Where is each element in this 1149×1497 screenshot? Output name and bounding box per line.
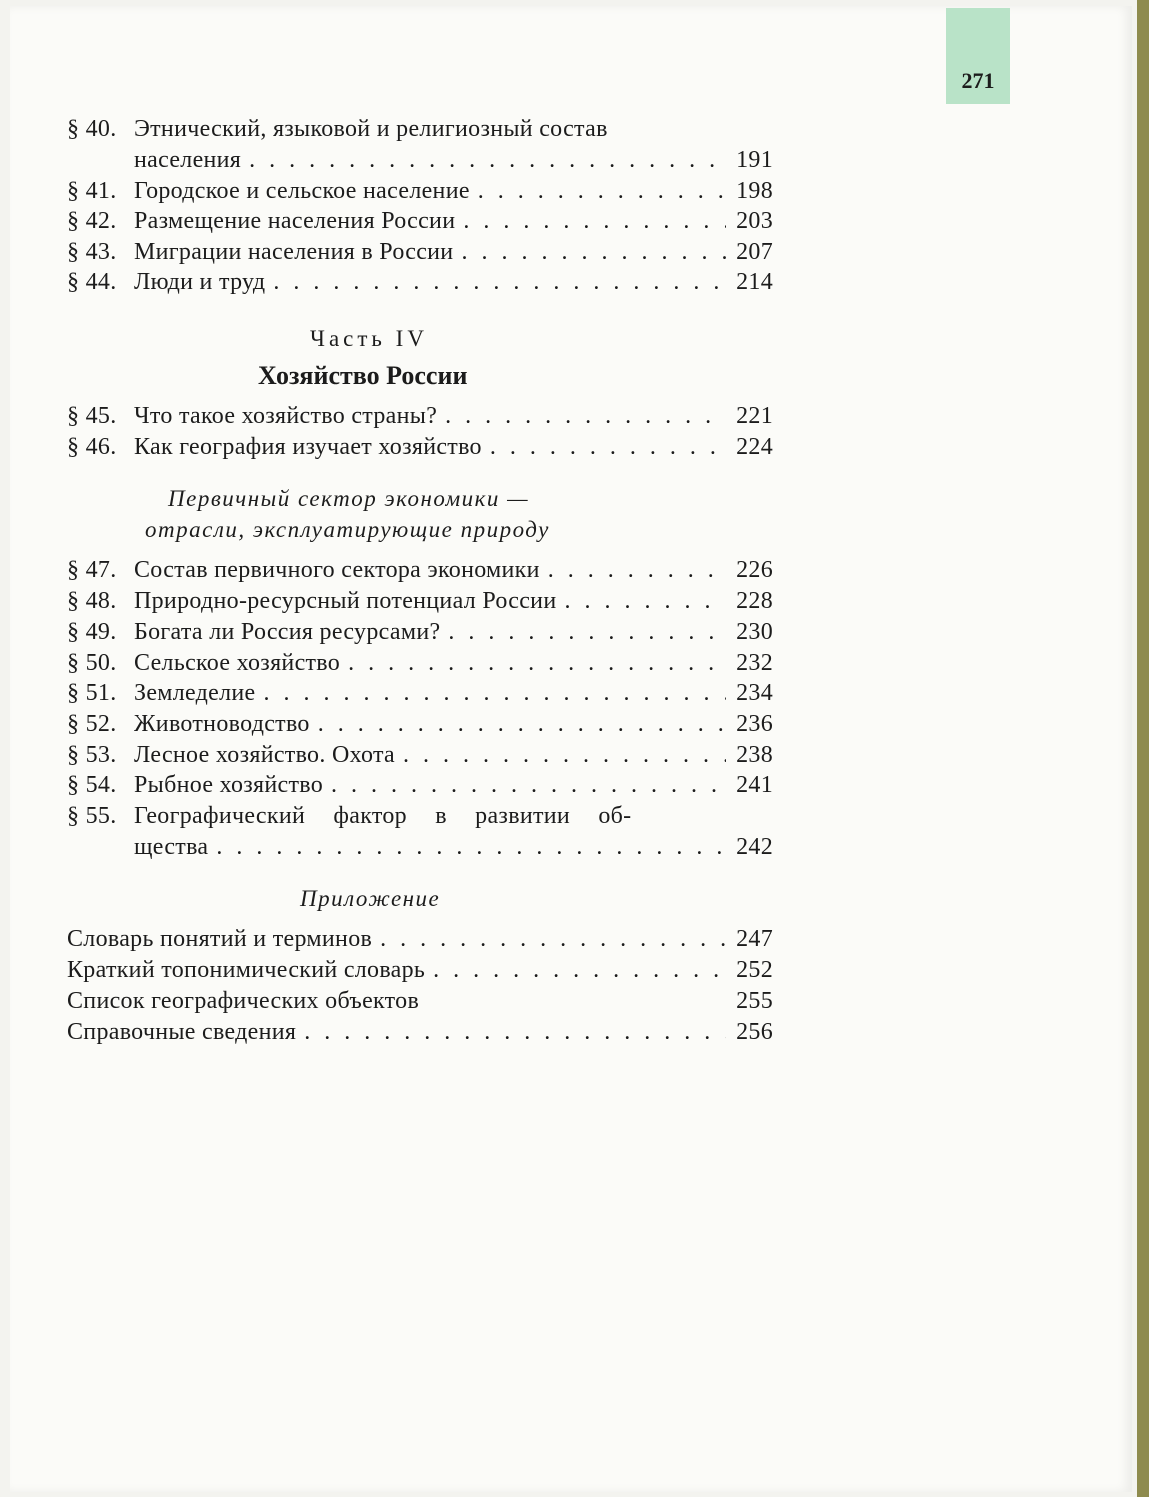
- toc-entry-41[interactable]: [67, 178, 773, 208]
- subsection-heading-line2: отрасли, эксплуатирующие природу: [145, 517, 550, 542]
- appendix-entry[interactable]: [67, 988, 773, 1018]
- section-title: Животноводство: [134, 711, 310, 737]
- toc-entry-50[interactable]: [67, 650, 773, 680]
- appendix-title: Словарь понятий и терминов: [67, 926, 373, 952]
- toc-entry-43[interactable]: [67, 239, 773, 269]
- page-ref: 228: [736, 588, 773, 614]
- section-number: § 42.: [67, 208, 117, 234]
- section-number: § 47.: [67, 557, 117, 583]
- toc-entry-44[interactable]: [67, 269, 773, 299]
- section-title: Рыбное хозяйство: [134, 772, 324, 798]
- leader-dots: [461, 239, 726, 266]
- section-title: Богата ли Россия ресурсами?: [134, 619, 441, 645]
- page-ref: 234: [736, 680, 773, 706]
- toc-entry-53[interactable]: [67, 742, 773, 772]
- leader-dots: [478, 178, 726, 205]
- section-number: § 41.: [67, 178, 117, 204]
- toc-entry-40-continuation[interactable]: [67, 147, 773, 177]
- toc-entry-52[interactable]: [67, 711, 773, 741]
- section-number: § 44.: [67, 269, 117, 295]
- section-title: Миграции населения в России: [134, 239, 454, 265]
- leader-dots: [445, 403, 726, 430]
- section-title: Состав первичного сектора экономики: [134, 557, 540, 583]
- page-ref: 252: [736, 957, 773, 983]
- leader-dots: [564, 588, 726, 615]
- toc-entry-54[interactable]: [67, 772, 773, 802]
- section-title-continuation: населения: [134, 147, 242, 173]
- leader-dots: [548, 557, 726, 584]
- section-title-continuation: щества: [134, 834, 209, 860]
- leader-dots: [463, 208, 726, 235]
- leader-dots: [348, 650, 726, 677]
- toc-entry-46[interactable]: [67, 434, 773, 464]
- toc-entry-47[interactable]: [67, 557, 773, 587]
- section-title: Люди и труд: [134, 269, 266, 295]
- leader-dots: [273, 269, 726, 296]
- section-number: § 51.: [67, 680, 117, 706]
- section-number: § 50.: [67, 650, 117, 676]
- appendix-heading: Приложение: [300, 886, 441, 911]
- toc-entry-49[interactable]: [67, 619, 773, 649]
- page-ref: 242: [736, 834, 773, 860]
- section-title: Географический фактор в развитии об-: [134, 803, 632, 829]
- section-title: Что такое хозяйство страны?: [134, 403, 438, 429]
- page-ref: 256: [736, 1019, 773, 1045]
- section-title: Лесное хозяйство. Охота: [134, 742, 395, 768]
- page-number: 271: [961, 68, 995, 93]
- page-ref: 224: [736, 434, 773, 460]
- section-number: § 55.: [67, 803, 117, 829]
- toc-entry-51[interactable]: [67, 680, 773, 710]
- toc-entry-45[interactable]: [67, 403, 773, 433]
- section-title: Размещение населения России: [134, 208, 456, 234]
- page-ref: 214: [736, 269, 773, 295]
- scan-background-edge: [1137, 0, 1149, 1497]
- section-title: Сельское хозяйство: [134, 650, 341, 676]
- page-ref: 221: [736, 403, 773, 429]
- page-ref: 241: [736, 772, 773, 798]
- section-title: Этнический, языковой и религиозный состав: [134, 116, 608, 142]
- section-title: Природно-ресурсный потенциал России: [134, 588, 557, 614]
- page-ref: 236: [736, 711, 773, 737]
- page-ref: 230: [736, 619, 773, 645]
- page-ref: 226: [736, 557, 773, 583]
- section-number: § 48.: [67, 588, 117, 614]
- appendix-title: Список географических объектов: [67, 988, 420, 1014]
- part-title: Хозяйство России: [258, 361, 468, 390]
- page-ref: 203: [736, 208, 773, 234]
- toc-entry-42[interactable]: [67, 208, 773, 238]
- subsection-heading-line1: Первичный сектор экономики —: [168, 486, 530, 511]
- leader-dots: [433, 957, 726, 984]
- page-ref: 255: [736, 988, 773, 1014]
- leader-dots: [331, 772, 726, 799]
- page-ref: 232: [736, 650, 773, 676]
- leader-dots: [304, 1019, 726, 1046]
- appendix-title: Краткий топонимический словарь: [67, 957, 426, 983]
- leader-dots: [264, 680, 727, 707]
- toc-entry-48[interactable]: [67, 588, 773, 618]
- toc-entry-55[interactable]: [67, 803, 773, 833]
- part-label: Часть IV: [310, 326, 428, 351]
- leader-dots: [448, 619, 726, 646]
- leader-dots: [318, 711, 726, 738]
- page-ref: 191: [736, 147, 773, 173]
- section-number: § 40.: [67, 116, 117, 142]
- appendix-entry[interactable]: [67, 1019, 773, 1049]
- leader-dots: [403, 742, 726, 769]
- section-number: § 53.: [67, 742, 117, 768]
- section-title: Земледелие: [134, 680, 256, 706]
- section-number: § 46.: [67, 434, 117, 460]
- page-ref: 207: [736, 239, 773, 265]
- appendix-title: Справочные сведения: [67, 1019, 297, 1045]
- toc-entry-55-continuation[interactable]: [67, 834, 773, 864]
- section-number: § 45.: [67, 403, 117, 429]
- page-ref: 198: [736, 178, 773, 204]
- section-number: § 54.: [67, 772, 117, 798]
- section-number: § 49.: [67, 619, 117, 645]
- leader-dots: [216, 834, 726, 861]
- leader-dots: [490, 434, 726, 461]
- section-number: § 52.: [67, 711, 117, 737]
- page-ref: 238: [736, 742, 773, 768]
- section-number: § 43.: [67, 239, 117, 265]
- page-ref: 247: [736, 926, 773, 952]
- toc-entry-40[interactable]: [67, 116, 773, 146]
- section-title: Городское и сельское население: [134, 178, 470, 204]
- section-title: Как география изучает хозяйство: [134, 434, 482, 460]
- appendix-entry[interactable]: [67, 926, 773, 956]
- leader-dots: [380, 926, 726, 953]
- leader-dots: [249, 147, 726, 174]
- appendix-entry[interactable]: [67, 957, 773, 987]
